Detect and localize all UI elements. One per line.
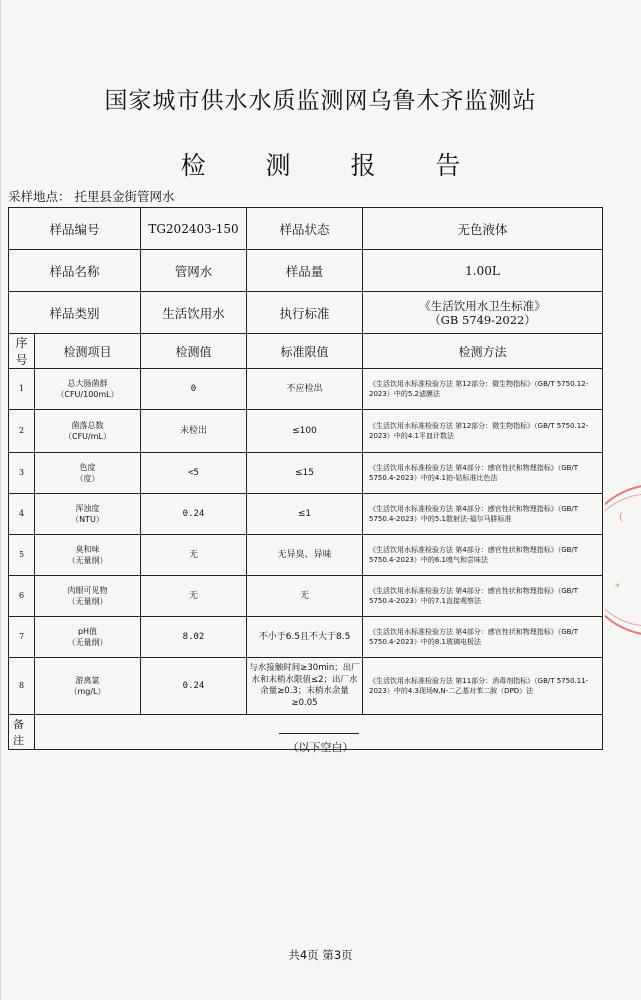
- result-limit: 无异臭、异味: [247, 535, 363, 576]
- svg-text:(: (: [619, 512, 623, 523]
- result-item-name: 总大肠菌群: [67, 379, 108, 388]
- result-method: 《生活饮用水标准检验方法 第12部分：微生物指标》（GB/T 5750.12-2023）中的5.2滤膜法: [363, 369, 603, 410]
- sample-amount-value: 1.00L: [363, 250, 603, 292]
- result-item: [35, 410, 141, 453]
- result-row: [9, 617, 603, 658]
- svg-text:*: *: [615, 582, 620, 593]
- result-item-name: 臭和味: [75, 545, 100, 554]
- result-value: 0.24: [141, 658, 247, 715]
- result-method: 《生活饮用水标准检验方法 第4部分：感官性状和物理指标》（GB/T 5750.4-2023）中的6.1嗅气和尝味法: [363, 535, 603, 576]
- header-item: 检测项目: [35, 334, 141, 369]
- result-item-unit: （度）: [75, 474, 100, 483]
- result-value: 0.24: [141, 494, 247, 535]
- result-seq: 6: [9, 576, 35, 617]
- sample-amount-label: 样品量: [247, 250, 363, 292]
- sample-no-value: TG202403-150: [141, 208, 247, 250]
- result-item-name: pH值: [77, 627, 98, 636]
- result-seq: 1: [9, 369, 35, 410]
- blank-below-note: （以下空白）: [287, 741, 354, 754]
- report-table: [8, 207, 603, 750]
- result-item-name: 色度: [79, 463, 96, 472]
- result-item-unit: （无量纲）: [67, 556, 108, 565]
- result-value: 0: [141, 369, 247, 410]
- result-item: [35, 617, 141, 658]
- result-item-unit: （无量纲）: [67, 638, 108, 647]
- result-item-unit: （mg/L）: [69, 687, 106, 696]
- result-method: 《生活饮用水标准检验方法 第11部分：消毒剂指标》（GB/T 5750.11-2023）中的4.3现场N,N-二乙基对苯二胺（DPD）法: [363, 658, 603, 715]
- standard-name: 《生活饮用水卫生标准》: [419, 298, 546, 313]
- result-item-unit: （无量纲）: [67, 597, 108, 606]
- result-item-unit: （CFU/mL）: [64, 432, 111, 441]
- result-seq: 4: [9, 494, 35, 535]
- report-title: 检 测 报 告: [180, 151, 487, 180]
- result-item: [35, 535, 141, 576]
- result-seq: 8: [9, 658, 35, 715]
- result-item: [35, 576, 141, 617]
- result-seq: 3: [9, 453, 35, 494]
- sample-category-label: 样品类别: [9, 292, 141, 334]
- result-row: [9, 576, 603, 617]
- result-item: [35, 658, 141, 715]
- page-number: 共4页 第3页: [288, 948, 353, 962]
- remarks-dash: [279, 733, 359, 734]
- result-method: 《生活饮用水标准检验方法 第4部分：感官性状和物理指标》（GB/T 5750.4-2023）中的5.1散射法-福尔马肼标准: [363, 494, 603, 535]
- result-item-name: 肉眼可见物: [67, 586, 108, 595]
- sample-state-value: 无色液体: [363, 208, 603, 250]
- standard-value: [363, 292, 603, 334]
- location-label: 采样地点：: [8, 189, 71, 204]
- result-item: [35, 453, 141, 494]
- standard-code: （GB 5749-2022）: [429, 312, 536, 327]
- result-item-name: 菌落总数: [71, 421, 104, 430]
- standard-label: 执行标准: [247, 292, 363, 334]
- header-limit: 标准限值: [247, 334, 363, 369]
- result-limit: 不小于6.5且不大于8.5: [247, 617, 363, 658]
- results-header-row: [9, 334, 603, 369]
- result-row: [9, 494, 603, 535]
- header-value: 检测值: [141, 334, 247, 369]
- result-limit: 无: [247, 576, 363, 617]
- sample-no-label: 样品编号: [9, 208, 141, 250]
- sample-name-label: 样品名称: [9, 250, 141, 292]
- info-row-sample-no: [9, 208, 603, 250]
- remarks-label: 备注: [9, 715, 35, 750]
- result-value: <5: [141, 453, 247, 494]
- info-row-sample-category: [9, 292, 603, 334]
- result-row: [9, 453, 603, 494]
- result-item-name: 浑浊度: [75, 504, 100, 513]
- result-item-unit: （NTU）: [71, 515, 104, 524]
- result-value: 8.02: [141, 617, 247, 658]
- header-seq: 序号: [9, 334, 35, 369]
- seal-stamp-edge: [605, 480, 641, 640]
- result-method: 《生活饮用水标准检验方法 第12部分：微生物指标》（GB/T 5750.12-2023）中的4.1平皿计数法: [363, 410, 603, 453]
- sample-category-value: 生活饮用水: [141, 292, 247, 334]
- result-item-unit: （CFU/100mL）: [56, 390, 119, 399]
- result-row: [9, 658, 603, 715]
- organization-title: 国家城市供水水质监测网乌鲁木齐监测站: [104, 88, 537, 114]
- result-limit: 不应检出: [247, 369, 363, 410]
- result-row: [9, 369, 603, 410]
- result-method: 《生活饮用水标准检验方法 第4部分：感官性状和物理指标》（GB/T 5750.4-2023）中的4.1铂-钴标准比色法: [363, 453, 603, 494]
- result-value: 未检出: [141, 410, 247, 453]
- result-method: 《生活饮用水标准检验方法 第4部分：感官性状和物理指标》（GB/T 5750.4-2023）中的7.1直接观察法: [363, 576, 603, 617]
- info-row-sample-name: [9, 250, 603, 292]
- result-row: [9, 535, 603, 576]
- result-item: [35, 494, 141, 535]
- result-seq: 5: [9, 535, 35, 576]
- result-limit: ≤100: [247, 410, 363, 453]
- sample-state-label: 样品状态: [247, 208, 363, 250]
- header-method: 检测方法: [363, 334, 603, 369]
- result-limit: ≤15: [247, 453, 363, 494]
- result-seq: 2: [9, 410, 35, 453]
- result-method: 《生活饮用水标准检验方法 第4部分：感官性状和物理指标》（GB/T 5750.4-2023）中的8.1玻璃电极法: [363, 617, 603, 658]
- result-value: 无: [141, 576, 247, 617]
- result-value: 无: [141, 535, 247, 576]
- result-seq: 7: [9, 617, 35, 658]
- result-row: [9, 410, 603, 453]
- location-value: 托里县金街管网水: [74, 189, 175, 204]
- result-item-name: 游离氯: [75, 676, 100, 685]
- result-limit: 与水接触时间≥30min；出厂水和末梢水限值≤2；出厂水余量≥0.3；末梢水余量≥0.05: [247, 658, 363, 715]
- sampling-location: [8, 187, 175, 205]
- sample-name-value: 管网水: [141, 250, 247, 292]
- result-item: [35, 369, 141, 410]
- result-limit: ≤1: [247, 494, 363, 535]
